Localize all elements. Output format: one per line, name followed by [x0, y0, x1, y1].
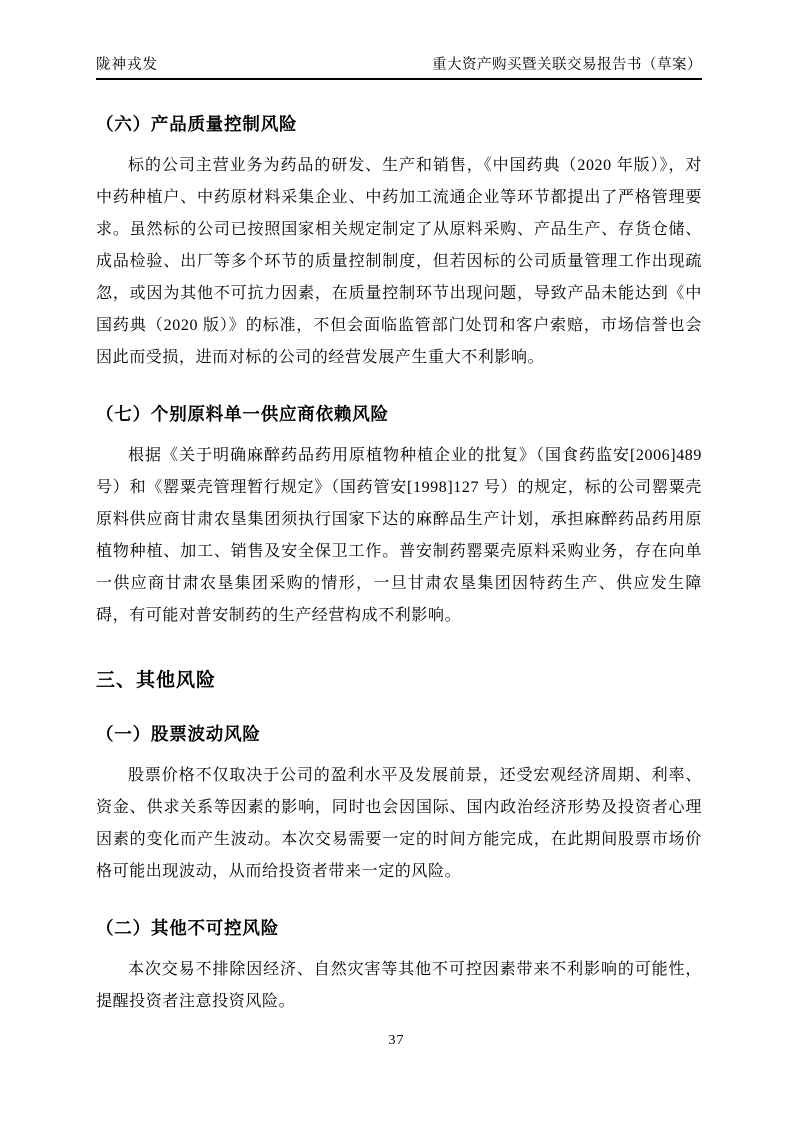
header-report-title: 重大资产购买暨关联交易报告书（草案） [432, 57, 702, 73]
paragraph-stock-volatility-risk: 股票价格不仅取决于公司的盈利水平及发展前景，还受宏观经济周期、利率、资金、供求关系等因素的影响，同时也会因国际、国内政治经济形势及投资者心理因素的变化而产生波动。本次交易需要一定的时间方能完成，在此期间股票市场价格可能出现波动，从而给投资者带来一定的风险。 [96, 767, 702, 880]
section-heading-product-quality-risk: （六）产品质量控制风险 [96, 114, 298, 134]
section-heading-uncontrollable-risk: （二）其他不可控风险 [96, 918, 279, 938]
page-header [96, 56, 702, 80]
paragraph-single-supplier-risk: 根据《关于明确麻醉药品药用原植物种植企业的批复》（国食药监安[2006]489 号）和《罂粟壳管理暂行规定》（国药管安[1998]127 号）的规定，标的公司罂粟壳原料供应商甘肃农垦集团须执行国家下达的麻醉品生产计划，承担麻醉药品药用原植物种植、加工、销售及安全保卫工作。普安制药罂粟壳原料采购业务，存在向单一供应商甘肃农垦集团采购的情形，一旦甘肃农垦集团因特药生产、供应发生障碍，有可能对普安制药的生产经营构成不利影响。 [96, 447, 702, 624]
header-company-name: 陇神戎发 [96, 57, 158, 73]
section-heading-single-supplier-risk: （七）个别原料单一供应商依赖风险 [96, 404, 389, 424]
paragraph-uncontrollable-risk: 本次交易不排除因经济、自然灾害等其他不可控因素带来不利影响的可能性，提醒投资者注意投资风险。 [96, 961, 702, 1010]
paragraph-product-quality-risk: 标的公司主营业务为药品的研发、生产和销售，《中国药典（2020 年版）》，对中药种植户、中药原材料采集企业、中药加工流通企业等环节都提出了严格管理要求。虽然标的公司已按照国家相关规定制定了从原料采购、产品生产、存货仓储、成品检验、出厂等多个环节的质量控制制度，但若因标的公司质量管理工作出现疏忽，或因为其他不可抗力因素，在质量控制环节出现问题，导致产品未能达到《中国药典（2020 版）》的标准，不但会面临监管部门处罚和客户索赔，市场信誉也会因此而受损，进而对标的公司的经营发展产生重大不利影响。 [96, 157, 702, 366]
chapter-heading-other-risks: 三、其他风险 [96, 670, 217, 691]
page-number: 37 [388, 1033, 405, 1048]
section-heading-stock-volatility-risk: （一）股票波动风险 [96, 724, 261, 744]
page-body [96, 84, 702, 1026]
page-footer [0, 1033, 793, 1049]
